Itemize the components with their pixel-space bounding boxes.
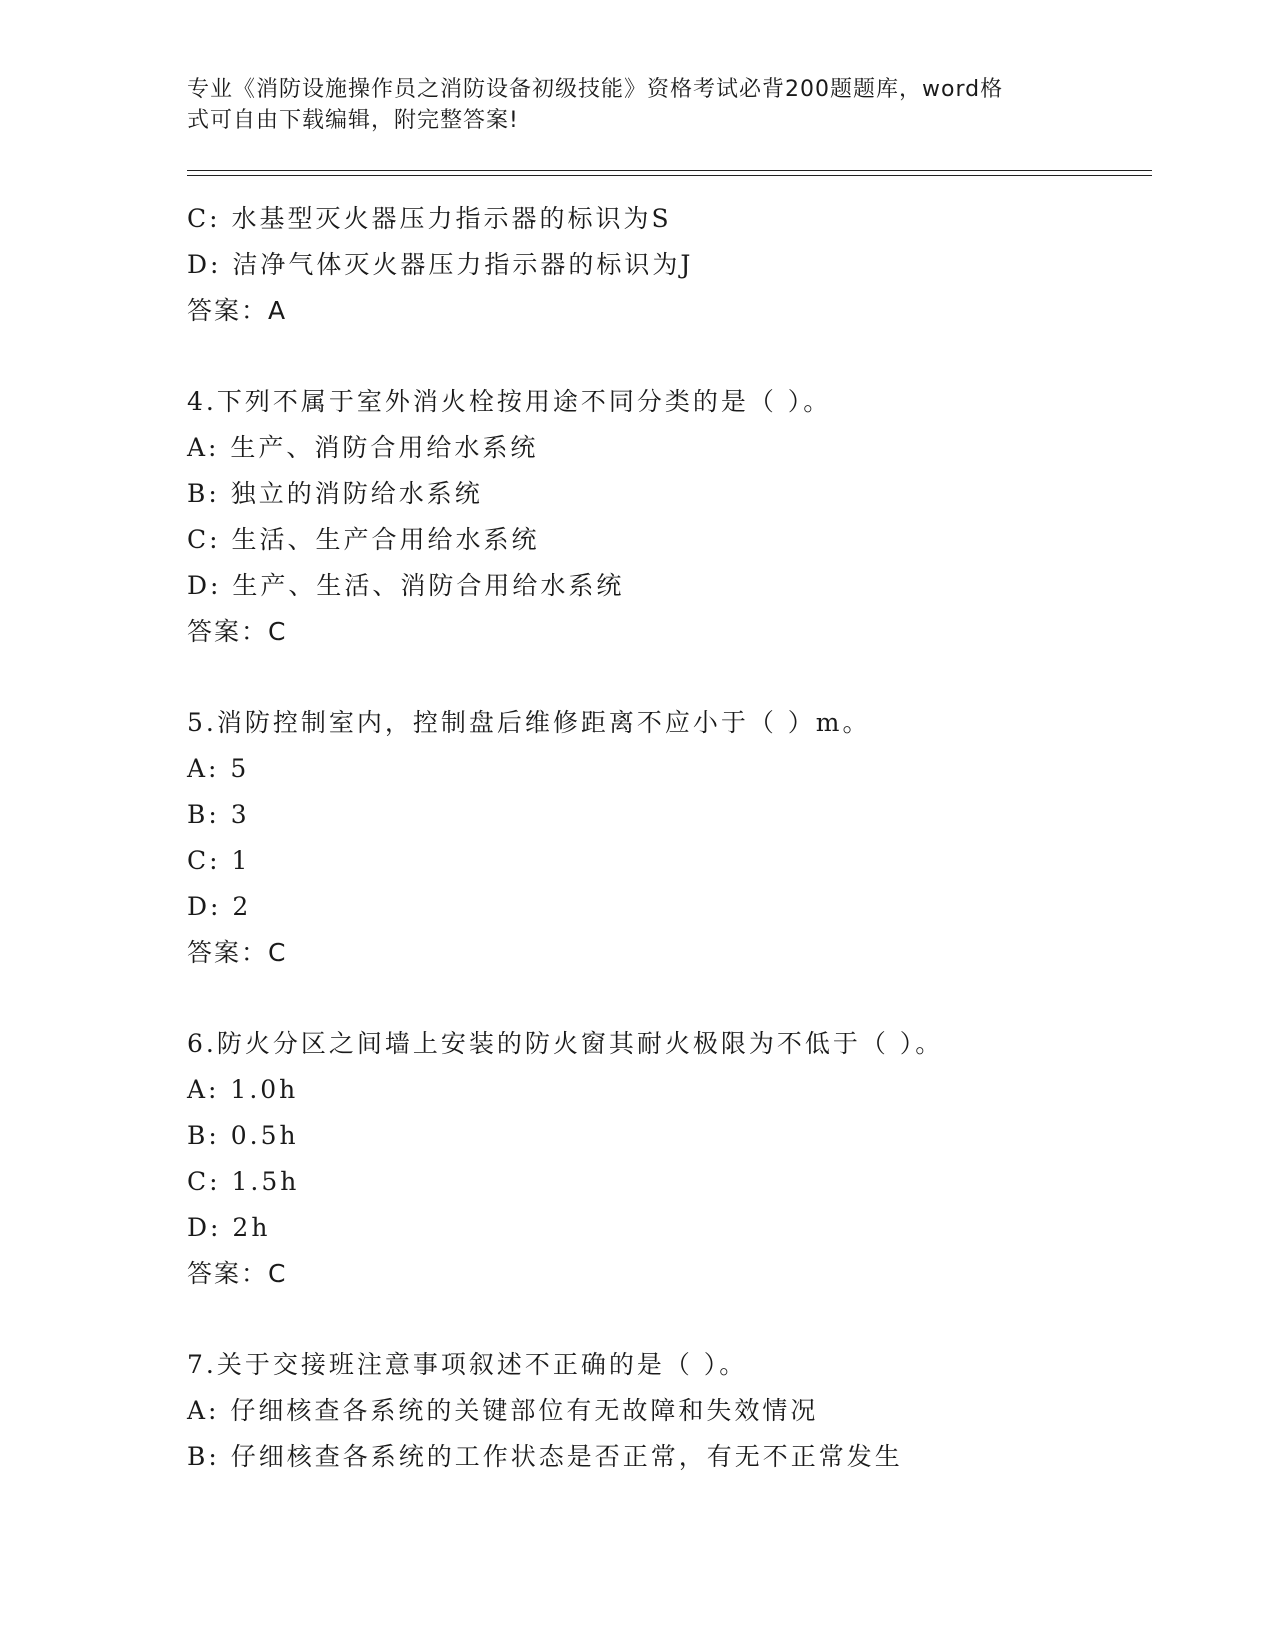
- header-rule-top: [187, 170, 1152, 171]
- answer: 答案：A: [187, 296, 288, 325]
- option-b: B: 3: [187, 800, 250, 829]
- spacer: [187, 334, 1152, 379]
- question-6: [187, 1021, 1152, 1297]
- header-line-1: 专业《消防设施操作员之消防设备初级技能》资格考试必背200题题库，word格: [187, 77, 1004, 102]
- question-3-tail: [187, 196, 1152, 334]
- question-5: [187, 700, 1152, 976]
- answer: 答案：C: [187, 938, 288, 967]
- answer: 答案：C: [187, 617, 288, 646]
- document-header: [187, 74, 1077, 136]
- option-c: C: 生活、生产合用给水系统: [187, 525, 540, 554]
- option-a: A: 5: [187, 754, 250, 783]
- option-a: A: 生产、消防合用给水系统: [187, 433, 539, 462]
- option-d: D: 洁净气体灭火器压力指示器的标识为J: [187, 250, 694, 279]
- header-line-2: 式可自由下载编辑，附完整答案!: [187, 108, 519, 133]
- question-stem: 7.关于交接班注意事项叙述不正确的是（ ）。: [187, 1350, 748, 1379]
- option-b: B: 仔细核查各系统的工作状态是否正常，有无不正常发生: [187, 1442, 903, 1471]
- spacer: [187, 976, 1152, 1021]
- spacer: [187, 655, 1152, 700]
- option-b: B: 0.5h: [187, 1121, 299, 1150]
- question-7: [187, 1342, 1152, 1480]
- option-c: C: 1.5h: [187, 1167, 300, 1196]
- option-a: A: 仔细核查各系统的关键部位有无故障和失效情况: [187, 1396, 819, 1425]
- question-4: [187, 379, 1152, 655]
- question-list: [187, 196, 1152, 1480]
- option-d: D: 生产、生活、消防合用给水系统: [187, 571, 625, 600]
- option-b: B: 独立的消防给水系统: [187, 479, 483, 508]
- header-rule-bottom: [187, 175, 1152, 176]
- option-c: C: 1: [187, 846, 251, 875]
- question-stem: 5.消防控制室内，控制盘后维修距离不应小于（ ）m。: [187, 708, 871, 737]
- question-stem: 4.下列不属于室外消火栓按用途不同分类的是（ ）。: [187, 387, 832, 416]
- option-d: D: 2: [187, 892, 252, 921]
- question-stem: 6.防火分区之间墙上安装的防火窗其耐火极限为不低于（ ）。: [187, 1029, 944, 1058]
- answer: 答案：C: [187, 1259, 288, 1288]
- spacer: [187, 1297, 1152, 1342]
- option-d: D: 2h: [187, 1213, 271, 1242]
- option-c: C: 水基型灭火器压力指示器的标识为S: [187, 204, 672, 233]
- option-a: A: 1.0h: [187, 1075, 299, 1104]
